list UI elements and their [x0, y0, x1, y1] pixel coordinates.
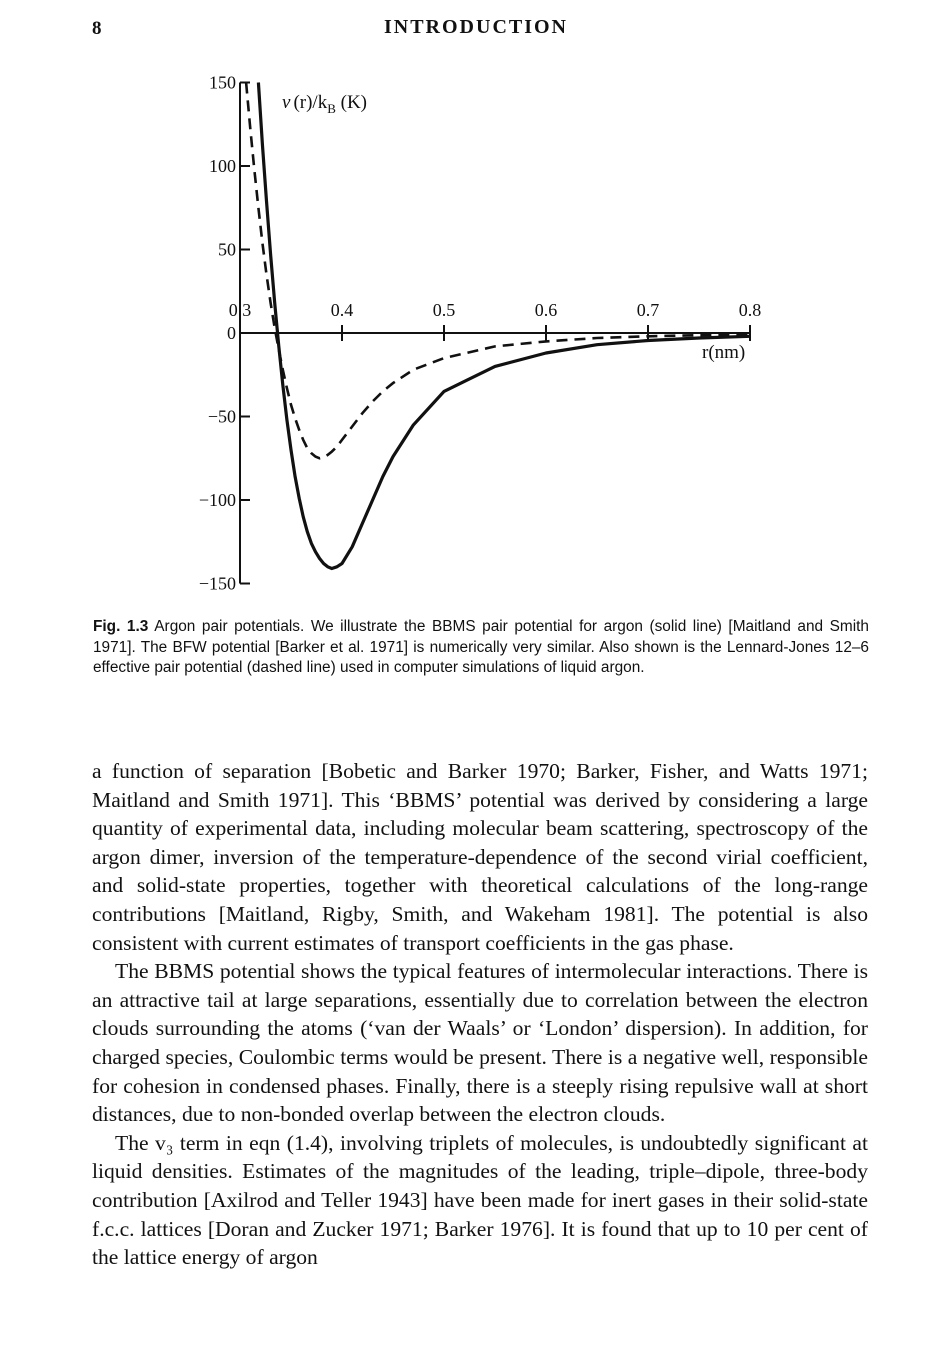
x-tick-label: 0.6 [534, 300, 558, 320]
x-tick-label: 0.8 [738, 300, 762, 320]
page-number: 8 [92, 18, 102, 39]
paragraph-3: The v₃ term in eqn (1.4), involving triplets of molecules, is undoubtedly significant at liquid densities. Estimates of the magnitudes of the leading, triple–dipole, three-body contribution [Axilrod and Teller 1943] have been made for inert gases in their solid-state f.c.c. lattices [Doran and Zucker 1971; Barker 1976]. It is found that up to 10 per cent of the lattice energy of argon [92, 1130, 868, 1270]
paragraph-1: a function of separation [Bobetic and Barker 1970; Barker, Fisher, and Watts 1971; Maitland and Smith 1971]. This ‘BBMS’ potential was derived by considering a large quantity of experimental data, including molecular beam scattering, spectroscopy of the argon dimer, inversion of the temperature-dependence of the second virial coefficient, and solid-state properties, together with theoretical calculations of the long-range contributions [Maitland, Rigby, Smith, and Wakeham 1981]. The potential is also consistent with current estimates of transport coefficients in the gas phase. [92, 759, 868, 955]
running-head: INTRODUCTION [383, 16, 569, 38]
caption-text: Argon pair potentials. We illustrate the BBMS pair potential for argon (solid line) [Maitland and Smith 1971]. The BFW potential [Barker et al. 1971] is numerically very similar. Also shown is the Lennard-Jones 12–6 effective pair potential (dashed line) used in computer simulations of liquid argon. [93, 618, 869, 676]
pair-potential-chart [0, 0, 952, 612]
x-tick-label: 0.7 [636, 300, 660, 320]
y-tick-label: 0 [227, 323, 236, 343]
y-tick-label: 150 [209, 72, 236, 93]
x-tick-label: 0.3 [228, 300, 252, 320]
body-text [92, 757, 868, 1272]
figure-caption [93, 617, 869, 679]
figure-label: Fig. 1.3 [93, 618, 149, 635]
y-tick-label: −100 [198, 490, 236, 510]
x-tick-label: 0.4 [330, 300, 354, 320]
figure-argon-pair-potentials [0, 0, 952, 612]
y-tick-label: −150 [198, 573, 236, 594]
x-tick-label: 0.5 [432, 300, 456, 320]
x-axis-label: r(nm) [702, 342, 746, 363]
series-solid-line [258, 83, 750, 569]
series-dashed-line [246, 83, 750, 459]
y-tick-label: 50 [218, 239, 236, 260]
x-axis-ticks [229, 300, 762, 341]
y-tick-label: 100 [209, 156, 236, 176]
paragraph-2: The BBMS potential shows the typical features of intermolecular interactions. There is an attractive tail at large separations, essentially due to correlation between the electron clouds surrounding the atoms (‘van der Waals’ or ‘London’ dispersion). In addition, for charged species, Coulombic terms would be present. There is a negative well, responsible for cohesion in condensed phases. Finally, there is a steeply rising repulsive wall at short distances, due to non-bonded overlap between the electron clouds. [92, 959, 868, 1127]
y-tick-label: −50 [207, 406, 236, 427]
y-axis-ticks [199, 73, 250, 594]
y-axis-label: v $(r)/k_B$ (K) [282, 92, 368, 116]
